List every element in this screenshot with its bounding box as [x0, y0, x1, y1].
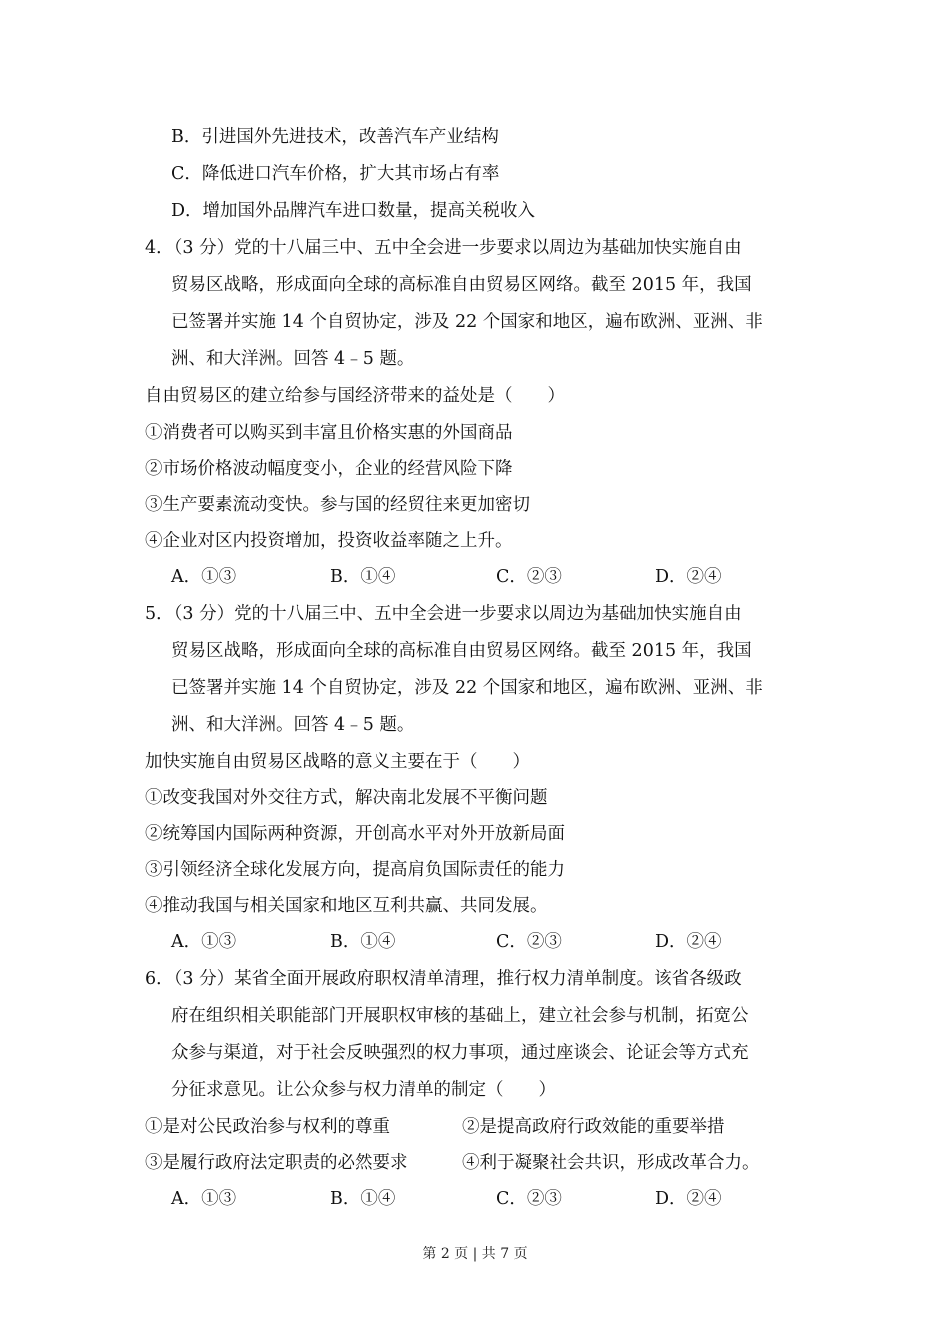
- q6-item-4: ④利于凝聚社会共识，形成改革合力。: [462, 1153, 760, 1173]
- q6-choice-d: D．②④: [655, 1189, 722, 1209]
- q4-item-1: ①消费者可以购买到丰富且价格实惠的外国商品: [145, 423, 513, 443]
- q4-choice-a: A．①③: [171, 567, 237, 587]
- q4-item-2: ②市场价格波动幅度变小，企业的经营风险下降: [145, 459, 513, 479]
- q5-stem-line-4: 洲、和大洋洲。回答 4﹣5 题。: [171, 715, 415, 735]
- q6-choice-c: C．②③: [496, 1189, 562, 1209]
- q5-choice-d: D．②④: [655, 932, 722, 952]
- q4-stem-line-1: 4．（3 分）党的十八届三中、五中全会进一步要求以周边为基础加快实施自由: [145, 238, 742, 258]
- q5-stem-line-2: 贸易区战略，形成面向全球的高标准自由贸易区网络。截至 2015 年，我国: [171, 641, 752, 661]
- q6-item-2: ②是提高政府行政效能的重要举措: [462, 1117, 725, 1137]
- q5-stem-line-1: 5．（3 分）党的十八届三中、五中全会进一步要求以周边为基础加快实施自由: [145, 604, 742, 624]
- q5-item-4: ④推动我国与相关国家和地区互利共赢、共同发展。: [145, 896, 548, 916]
- q3-option-d: D．增加国外品牌汽车进口数量，提高关税收入: [171, 201, 536, 221]
- q4-choice-c: C．②③: [496, 567, 562, 587]
- q4-choice-d: D．②④: [655, 567, 722, 587]
- q6-choice-b: B．①④: [330, 1189, 396, 1209]
- q6-stem-line-2: 府在组织相关职能部门开展职权审核的基础上，建立社会参与机制，拓宽公: [171, 1006, 749, 1026]
- q6-stem-line-4: 分征求意见。让公众参与权力清单的制定（ ）: [171, 1080, 556, 1100]
- q4-stem-line-4: 洲、和大洋洲。回答 4﹣5 题。: [171, 349, 415, 369]
- q5-item-3: ③引领经济全球化发展方向，提高肩负国际责任的能力: [145, 860, 565, 880]
- q4-stem-line-3: 已签署并实施 14 个自贸协定，涉及 22 个国家和地区，遍布欧洲、亚洲、非: [171, 312, 763, 332]
- q6-choice-a: A．①③: [171, 1189, 237, 1209]
- q5-stem-line-3: 已签署并实施 14 个自贸协定，涉及 22 个国家和地区，遍布欧洲、亚洲、非: [171, 678, 763, 698]
- q4-item-4: ④企业对区内投资增加，投资收益率随之上升。: [145, 531, 513, 551]
- q4-choice-b: B．①④: [330, 567, 396, 587]
- q5-question: 加快实施自由贸易区战略的意义主要在于（ ）: [145, 752, 530, 772]
- q4-stem-line-2: 贸易区战略，形成面向全球的高标准自由贸易区网络。截至 2015 年，我国: [171, 275, 752, 295]
- q5-choice-a: A．①③: [171, 932, 237, 952]
- q4-question: 自由贸易区的建立给参与国经济带来的益处是（ ）: [145, 386, 565, 406]
- q5-item-1: ①改变我国对外交往方式，解决南北发展不平衡问题: [145, 788, 548, 808]
- q5-choice-b: B．①④: [330, 932, 396, 952]
- q3-option-b: B．引进国外先进技术，改善汽车产业结构: [171, 127, 499, 147]
- q6-stem-line-1: 6．（3 分）某省全面开展政府职权清单清理，推行权力清单制度。该省各级政: [145, 969, 742, 989]
- q6-item-1: ①是对公民政治参与权利的尊重: [145, 1117, 390, 1137]
- q3-option-c: C．降低进口汽车价格，扩大其市场占有率: [171, 164, 500, 184]
- q4-item-3: ③生产要素流动变快。参与国的经贸往来更加密切: [145, 495, 530, 515]
- q5-item-2: ②统筹国内国际两种资源，开创高水平对外开放新局面: [145, 824, 565, 844]
- q5-choice-c: C．②③: [496, 932, 562, 952]
- q6-item-3: ③是履行政府法定职责的必然要求: [145, 1153, 408, 1173]
- q6-stem-line-3: 众参与渠道，对于社会反映强烈的权力事项，通过座谈会、论证会等方式充: [171, 1043, 749, 1063]
- page-footer: 第 2 页 | 共 7 页: [422, 1246, 528, 1262]
